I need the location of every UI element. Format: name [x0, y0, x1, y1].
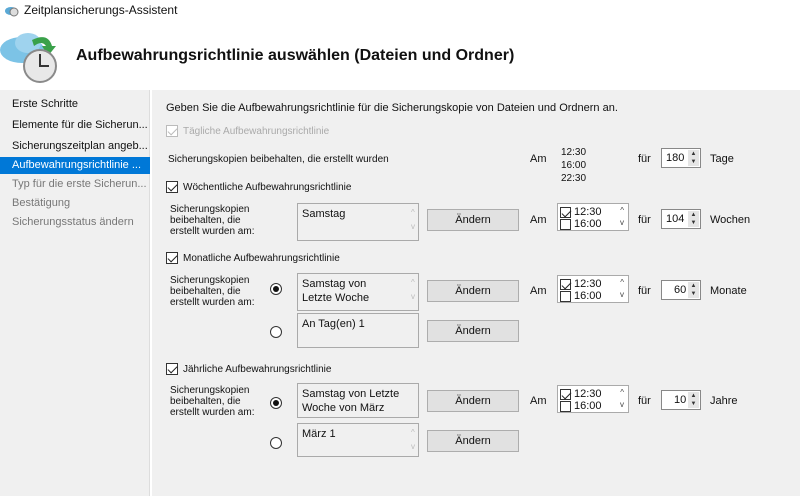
daily-keep-label: Sicherungskopien beibehalten, die erstellt wurden: [168, 154, 389, 165]
wizard-header: [0, 20, 800, 90]
daily-time: 22:30: [561, 173, 587, 184]
yearly-change2-button[interactable]: Ändern: [427, 430, 519, 452]
scroll-down-icon[interactable]: v: [620, 218, 624, 227]
backup-schedule-icon: [0, 28, 62, 88]
intro-text: Geben Sie die Aufbewahrungsrichtlinie für die Sicherungskopie von Dateien und Ordnern an.: [166, 102, 618, 114]
scroll-arrows-icon: ^ v: [411, 428, 415, 451]
time-checkbox[interactable]: [560, 219, 571, 230]
time-value: 16:00: [574, 218, 602, 230]
wizard-steps-sidebar: [0, 90, 150, 496]
backup-app-icon: [4, 3, 20, 17]
page-title: Aufbewahrungsrichtlinie auswählen (Dateien und Ordner): [76, 47, 515, 64]
retention-policy-panel: [152, 90, 800, 496]
scroll-arrows-icon: ^ v: [411, 208, 415, 231]
monthly-option1-radio[interactable]: [270, 283, 282, 295]
time-value: 16:00: [574, 290, 602, 302]
monthly-unit: Monate: [710, 285, 747, 297]
time-checkbox[interactable]: [560, 389, 571, 400]
am-label: Am: [530, 395, 547, 407]
time-checkbox[interactable]: [560, 207, 571, 218]
yearly-keep-label: Sicherungskopien beibehalten, die erstellt wurden am:: [170, 385, 255, 418]
time-value: 16:00: [574, 400, 602, 412]
fuer-label: für: [638, 214, 651, 226]
weekly-policy-label: Wöchentliche Aufbewahrungsrichtlinie: [183, 182, 352, 193]
monthly-option2-box[interactable]: [297, 313, 419, 348]
daily-days-spinner[interactable]: [661, 148, 701, 168]
time-value: 12:30: [574, 278, 602, 290]
spinner-arrows-icon[interactable]: ▲ ▼: [688, 392, 699, 408]
spinner-value: 60: [674, 284, 687, 296]
title-bar: [0, 0, 800, 20]
monthly-times-list[interactable]: [557, 275, 629, 303]
daily-unit: Tage: [710, 153, 734, 165]
sidebar-item-typ: Typ für die erste Sicherun...: [12, 178, 147, 190]
sidebar-item-erste-schritte[interactable]: Erste Schritte: [12, 98, 79, 110]
yearly-times-list[interactable]: [557, 385, 629, 413]
fuer-label: für: [638, 153, 651, 165]
sidebar-item-status: Sicherungsstatus ändern: [12, 216, 134, 228]
yearly-policy-label: Jährliche Aufbewahrungsrichtlinie: [183, 364, 332, 375]
weekly-times-list[interactable]: [557, 203, 629, 231]
monthly-option1-box[interactable]: [297, 273, 419, 311]
yearly-unit: Jahre: [710, 395, 738, 407]
monthly-option2-radio[interactable]: [270, 326, 282, 338]
window-title: Zeitplansicherungs-Assistent: [24, 3, 178, 17]
yearly-policy-checkbox[interactable]: [166, 363, 178, 375]
daily-time: 12:30: [561, 147, 587, 158]
scroll-down-icon[interactable]: v: [620, 290, 624, 299]
time-checkbox[interactable]: [560, 401, 571, 412]
scroll-up-icon[interactable]: ^: [620, 278, 624, 287]
time-value: 12:30: [574, 388, 602, 400]
time-value: 12:30: [574, 206, 602, 218]
time-checkbox[interactable]: [560, 279, 571, 290]
scroll-down-icon[interactable]: v: [620, 400, 624, 409]
yearly-option1-box[interactable]: [297, 383, 419, 418]
weekly-unit: Wochen: [710, 214, 751, 226]
weekly-days-box[interactable]: [297, 203, 419, 241]
sidebar-item-bestaetigung: Bestätigung: [12, 197, 71, 209]
yearly-option2-radio[interactable]: [270, 437, 282, 449]
yearly-change1-button[interactable]: Ändern: [427, 390, 519, 412]
daily-policy-checkbox: [166, 125, 178, 137]
monthly-option1-value: Samstag von Letzte Woche: [302, 278, 370, 304]
fuer-label: für: [638, 395, 651, 407]
yearly-spinner[interactable]: [661, 390, 701, 410]
am-label: Am: [530, 153, 547, 165]
scroll-arrows-icon: ^ v: [411, 278, 415, 301]
spinner-value: 104: [666, 213, 685, 225]
spinner-arrows-icon[interactable]: ▲ ▼: [688, 211, 699, 227]
yearly-option1-value: Samstag von Letzte Woche von März: [302, 388, 400, 414]
sidebar-item-zeitplan[interactable]: Sicherungszeitplan angeb...: [12, 140, 148, 152]
monthly-change2-button[interactable]: Ändern: [427, 320, 519, 342]
weekly-policy-checkbox[interactable]: [166, 181, 178, 193]
yearly-option2-value: März 1: [302, 428, 336, 440]
scroll-up-icon[interactable]: ^: [620, 388, 624, 397]
fuer-label: für: [638, 285, 651, 297]
am-label: Am: [530, 214, 547, 226]
monthly-option2-value: An Tag(en) 1: [302, 318, 365, 330]
scroll-up-icon[interactable]: ^: [620, 206, 624, 215]
yearly-option2-box[interactable]: [297, 423, 419, 457]
am-label: Am: [530, 285, 547, 297]
monthly-change1-button[interactable]: Ändern: [427, 280, 519, 302]
monthly-policy-checkbox[interactable]: [166, 252, 178, 264]
sidebar-item-elemente[interactable]: Elemente für die Sicherun...: [12, 119, 148, 131]
weekly-days-value: Samstag: [302, 208, 346, 220]
monthly-policy-label: Monatliche Aufbewahrungsrichtlinie: [183, 253, 340, 264]
sidebar-item-aufbewahrung[interactable]: Aufbewahrungsrichtlinie ...: [0, 157, 150, 174]
time-checkbox[interactable]: [560, 291, 571, 302]
monthly-spinner[interactable]: [661, 280, 701, 300]
spinner-arrows-icon[interactable]: ▲ ▼: [688, 150, 699, 166]
monthly-keep-label: Sicherungskopien beibehalten, die erstellt wurden am:: [170, 275, 255, 308]
daily-policy-label: Tägliche Aufbewahrungsrichtlinie: [183, 126, 330, 137]
weekly-spinner[interactable]: [661, 209, 701, 229]
weekly-change-button[interactable]: Ändern: [427, 209, 519, 231]
weekly-keep-label: Sicherungskopien beibehalten, die erstellt wurden am:: [170, 204, 255, 237]
spinner-arrows-icon[interactable]: ▲ ▼: [688, 282, 699, 298]
yearly-option1-radio[interactable]: [270, 397, 282, 409]
spinner-value: 10: [674, 394, 687, 406]
spinner-value: 180: [666, 152, 685, 164]
daily-time: 16:00: [561, 160, 587, 171]
